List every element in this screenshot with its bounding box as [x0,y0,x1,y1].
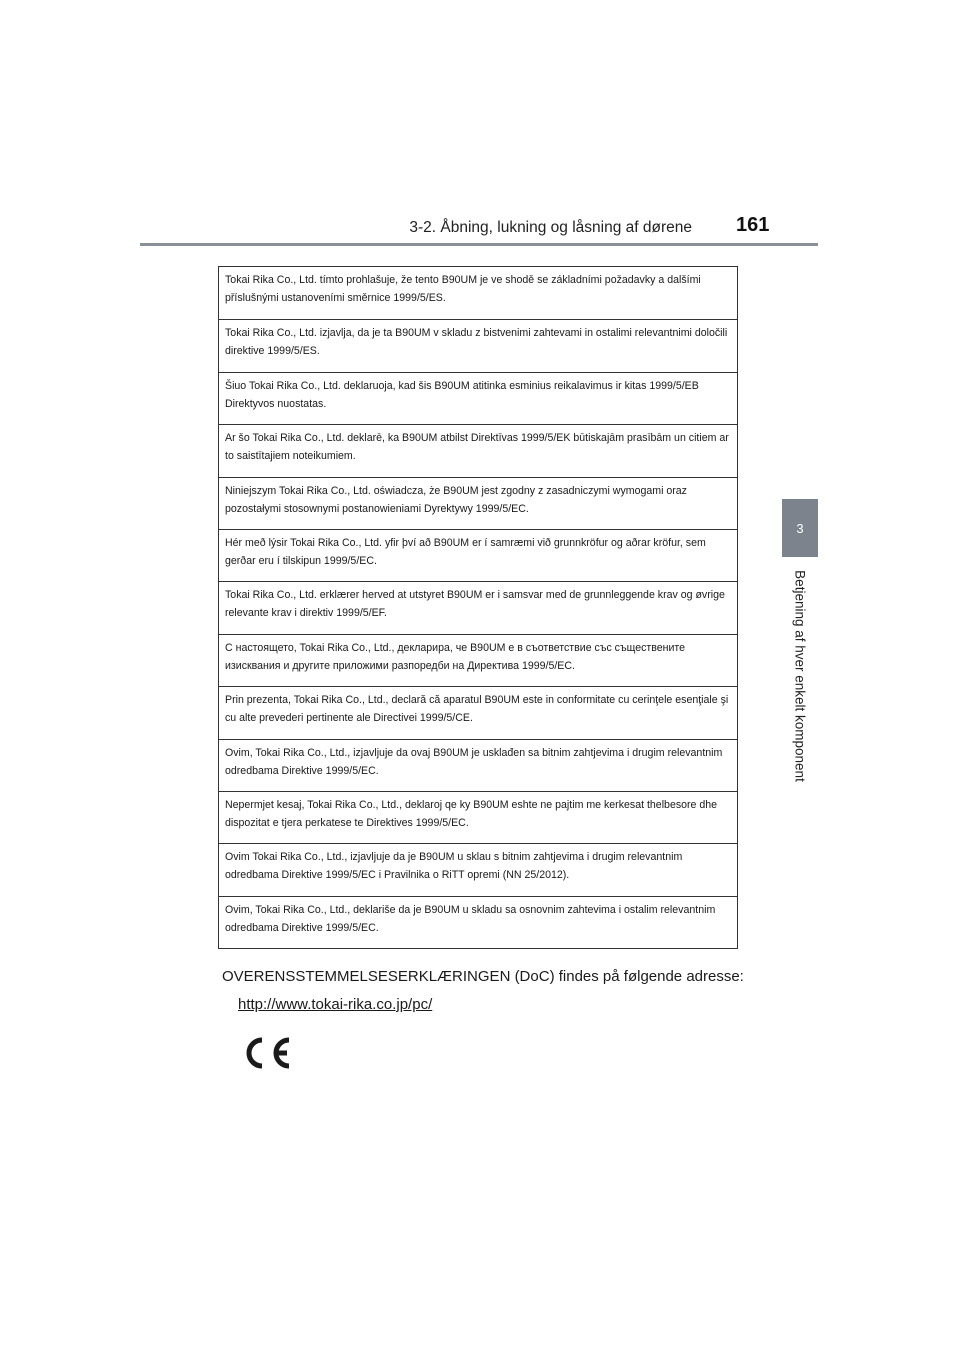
ce-mark-icon [239,1035,293,1076]
declaration-row: Nepermjet kesaj, Tokai Rika Co., Ltd., deklaroj qe ky B90UM eshte ne pajtim me kerkesat thelbesore dhe dispozitat e tjera perkatese te Direktives 1999/5/EC. [219,791,737,843]
declaration-row: Ar šo Tokai Rika Co., Ltd. deklarē, ka B90UM atbilst Direktīvas 1999/5/EK būtiskajām prasībām un citiem ar to saistītajiem noteikumiem. [219,424,737,476]
declaration-row: Ovim Tokai Rika Co., Ltd., izjavljuje da je B90UM u sklau s bitnim zahtjevima i drugim relevantnim odredbama Direktive 1999/5/EC i Pravilnika o RiTT opremi (NN 25/2012). [219,843,737,895]
declaration-row: С настоящето, Tokai Rika Co., Ltd., декларира, че B90UM е в съответствие със съществените изисквания и другите приложими разпоредби на Директива 1999/5/EC. [219,634,737,686]
doc-url-link[interactable]: http://www.tokai-rika.co.jp/pc/ [238,996,433,1013]
page-header-title: 3-2. Åbning, lukning og låsning af dørene [409,219,692,236]
declaration-row: Niniejszym Tokai Rika Co., Ltd. oświadcza, że B90UM jest zgodny z zasadniczymi wymogami oraz pozostałymi stosownymi postanowieniami Dyrektywy 1999/5/EC. [219,477,737,529]
declaration-row: Hér með lýsir Tokai Rika Co., Ltd. yfir því að B90UM er í samræmi við grunnkröfur og aðrar kröfur, sem gerðar eru í tilskipun 1999/5/EC. [219,529,737,581]
declarations-table [218,266,738,949]
declaration-row: Tokai Rika Co., Ltd. tímto prohlašuje, že tento B90UM je ve shodě se základními požadavky a dalšími příslušnými ustanoveními směrnice 1999/5/ES. [225,274,701,304]
chapter-tab: 3 [782,499,818,557]
chapter-side-label: Betjening af hver enkelt komponent [792,570,808,782]
header-divider [140,243,818,246]
declaration-row: Šiuo Tokai Rika Co., Ltd. deklaruoja, kad šis B90UM atitinka esminius reikalavimus ir kitas 1999/5/EB Direktyvos nuostatas. [219,372,737,424]
doc-note: OVERENSSTEMMELSESERKLÆRINGEN (DoC) findes på følgende adresse: [222,968,744,985]
page-number: 161 [736,214,770,236]
declaration-row: Prin prezenta, Tokai Rika Co., Ltd., declară că aparatul B90UM este in conformitate cu cerinţele esenţiale şi cu alte prevederi pertinente ale Directivei 1999/5/CE. [219,686,737,738]
declaration-row: Tokai Rika Co., Ltd. izjavlja, da je ta B90UM v skladu z bistvenimi zahtevami in ostalimi relevantnimi določili direktive 1999/5/ES. [219,319,737,371]
declaration-row: Ovim, Tokai Rika Co., Ltd., izjavljuje da ovaj B90UM je usklađen sa bitnim zahtjevima i drugim relevantnim odredbama Direktive 1999/5/EC. [219,739,737,791]
declaration-row: Tokai Rika Co., Ltd. erklærer herved at utstyret B90UM er i samsvar med de grunnleggende krav og øvrige relevante krav i direktiv 1999/5/EF. [219,581,737,633]
declaration-row: Ovim, Tokai Rika Co., Ltd., deklariše da je B90UM u skladu sa osnovnim zahtevima i ostalim relevantnim odredbama Direktive 1999/5/EC. [219,896,737,948]
